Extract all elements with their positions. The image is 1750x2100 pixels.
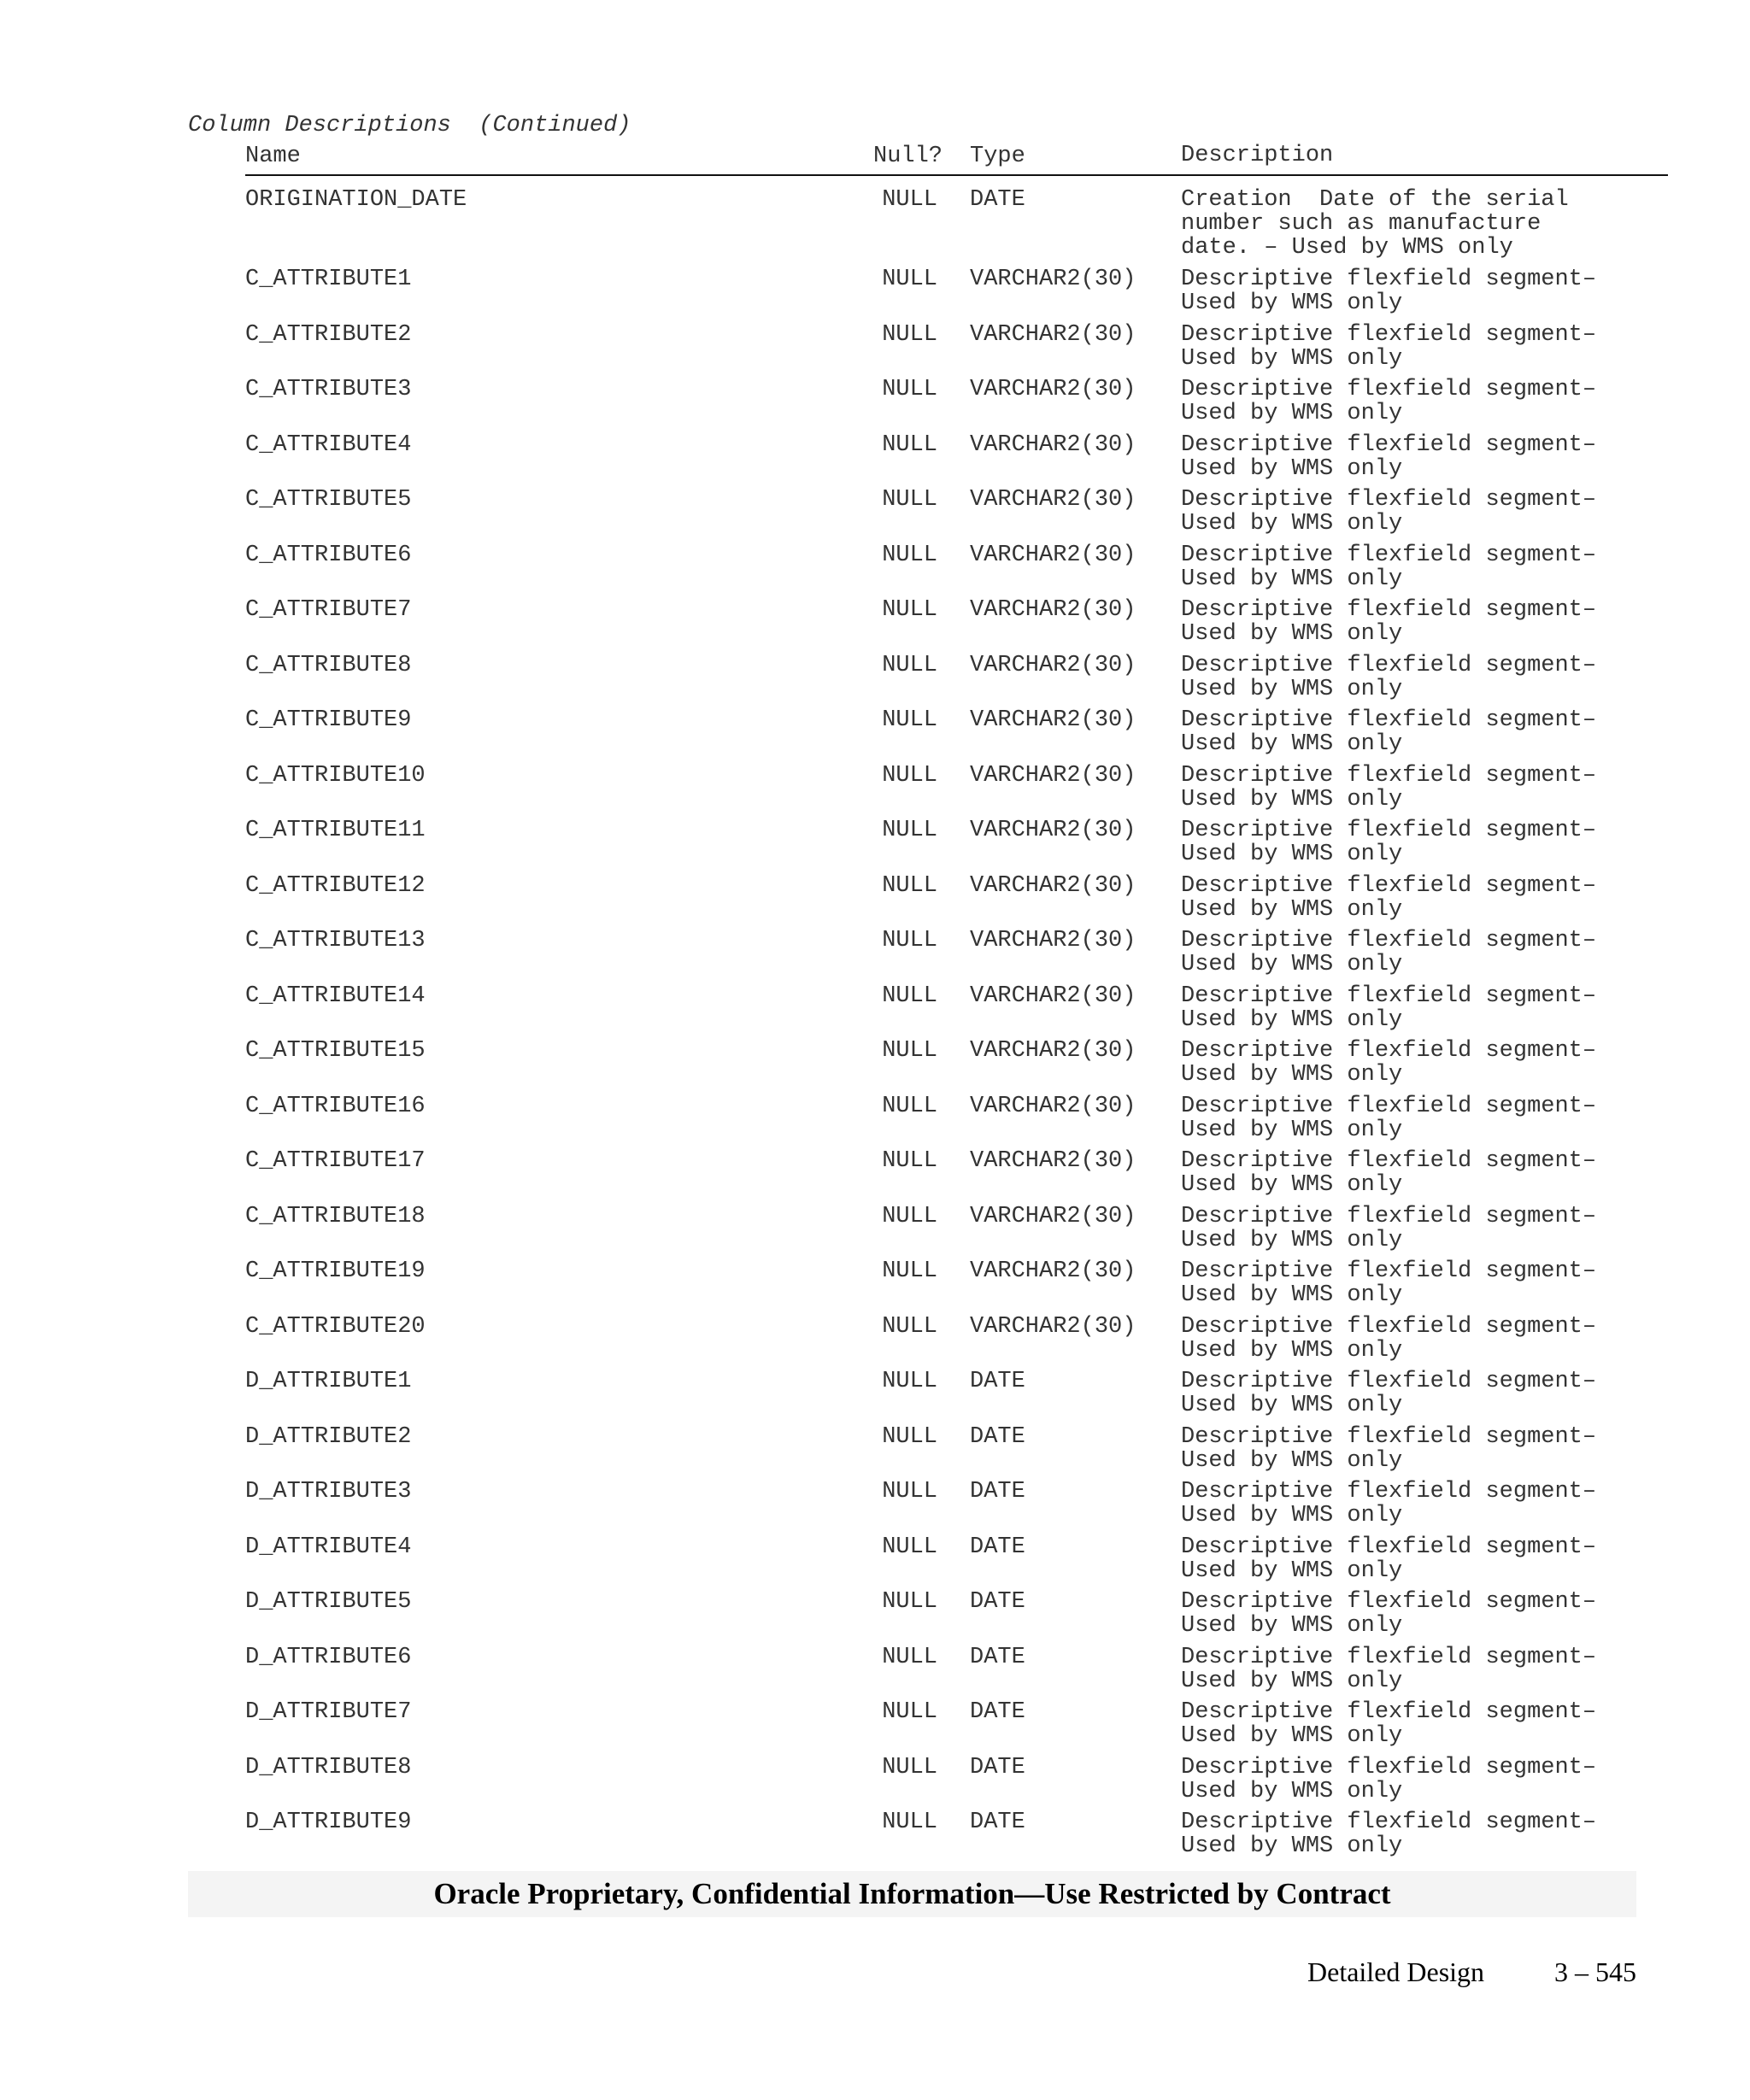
column-name: C_ATTRIBUTE10 <box>245 762 426 789</box>
column-description: Descriptive flexfield segment– Used by WMS only <box>1181 1810 1597 1859</box>
column-type: VARCHAR2(30) <box>970 818 1136 843</box>
confidentiality-banner: Oracle Proprietary, Confidential Information––Use Restricted by Contract <box>188 1871 1636 1917</box>
column-null: NULL <box>882 1148 937 1174</box>
column-description: Descriptive flexfield segment– Used by WMS only <box>1181 542 1597 592</box>
table-row <box>245 1645 1668 1701</box>
column-name: C_ATTRIBUTE7 <box>245 597 412 623</box>
column-type: VARCHAR2(30) <box>970 267 1136 292</box>
header-name: Name <box>245 144 301 169</box>
table-row <box>245 818 1668 874</box>
column-type: DATE <box>970 187 1025 213</box>
column-description: Descriptive flexfield segment– Used by WMS only <box>1181 267 1597 316</box>
column-name: C_ATTRIBUTE14 <box>245 983 426 1009</box>
column-type: DATE <box>970 1754 1025 1780</box>
column-null: NULL <box>882 1038 937 1064</box>
column-description: Descriptive flexfield segment– Used by WMS only <box>1181 1644 1597 1694</box>
column-type: VARCHAR2(30) <box>970 983 1136 1009</box>
column-name: D_ATTRIBUTE5 <box>245 1589 412 1615</box>
column-type: DATE <box>970 1810 1025 1835</box>
footer-section-title: Detailed Design <box>1307 1956 1485 1987</box>
column-null: NULL <box>882 872 937 899</box>
column-type: DATE <box>970 1479 1025 1505</box>
page-number: 3 – 545 <box>1554 1956 1636 1987</box>
column-type: DATE <box>970 1369 1025 1394</box>
column-name: C_ATTRIBUTE20 <box>245 1313 426 1340</box>
column-null: NULL <box>882 652 937 678</box>
column-description: Descriptive flexfield segment– Used by WMS only <box>1181 872 1597 923</box>
column-type: DATE <box>970 1423 1025 1450</box>
column-type: VARCHAR2(30) <box>970 542 1136 568</box>
column-description: Descriptive flexfield segment– Used by WMS only <box>1181 1534 1597 1584</box>
table-row <box>245 488 1668 543</box>
column-null: NULL <box>882 1810 937 1835</box>
column-type: VARCHAR2(30) <box>970 707 1136 733</box>
column-type: VARCHAR2(30) <box>970 377 1136 402</box>
column-name: C_ATTRIBUTE17 <box>245 1148 426 1174</box>
column-null: NULL <box>882 1203 937 1229</box>
column-name: D_ATTRIBUTE8 <box>245 1754 412 1780</box>
column-description: Descriptive flexfield segment– Used by WMS only <box>1181 321 1597 372</box>
table-row <box>245 1039 1668 1094</box>
column-description: Descriptive flexfield segment– Used by WMS only <box>1181 1148 1597 1198</box>
column-type: VARCHAR2(30) <box>970 1038 1136 1064</box>
table-row <box>245 708 1668 764</box>
column-name: C_ATTRIBUTE18 <box>245 1203 426 1229</box>
table-row <box>245 1590 1668 1645</box>
column-description: Descriptive flexfield segment– Used by WMS only <box>1181 1313 1597 1364</box>
column-name: C_ATTRIBUTE16 <box>245 1093 426 1119</box>
column-description: Descriptive flexfield segment– Used by WMS only <box>1181 1699 1597 1749</box>
column-null: NULL <box>882 1093 937 1119</box>
table-row <box>245 267 1668 323</box>
column-type: VARCHAR2(30) <box>970 1093 1136 1119</box>
column-null: NULL <box>882 1754 937 1780</box>
table-body <box>245 188 1668 1866</box>
table-row <box>245 984 1668 1040</box>
column-null: NULL <box>882 597 937 623</box>
table-row <box>245 1094 1668 1150</box>
column-type: DATE <box>970 1534 1025 1560</box>
column-name: C_ATTRIBUTE4 <box>245 431 412 458</box>
table-row <box>245 929 1668 984</box>
column-description: Descriptive flexfield segment– Used by WMS only <box>1181 1589 1597 1639</box>
column-name: C_ATTRIBUTE2 <box>245 321 412 348</box>
column-description: Descriptive flexfield segment– Used by WMS only <box>1181 1754 1597 1804</box>
table-row <box>245 1315 1668 1370</box>
column-type: DATE <box>970 1644 1025 1670</box>
column-type: VARCHAR2(30) <box>970 597 1136 623</box>
section-caption: Column Descriptions (Continued) <box>188 113 631 138</box>
column-name: C_ATTRIBUTE8 <box>245 652 412 678</box>
column-description: Descriptive flexfield segment– Used by WMS only <box>1181 597 1597 647</box>
table-row <box>245 1205 1668 1260</box>
header-type: Type <box>970 144 1025 169</box>
table-row <box>245 1149 1668 1205</box>
column-description: Creation Date of the serial number such as manufacture date. – Used by WMS only <box>1181 187 1569 261</box>
column-name: C_ATTRIBUTE9 <box>245 707 412 733</box>
column-description: Descriptive flexfield segment– Used by WMS only <box>1181 928 1597 977</box>
column-description: Descriptive flexfield segment– Used by WMS only <box>1181 1203 1597 1253</box>
column-description: Descriptive flexfield segment– Used by WMS only <box>1181 1423 1597 1474</box>
column-type: VARCHAR2(30) <box>970 1148 1136 1174</box>
column-null: NULL <box>882 542 937 568</box>
column-null: NULL <box>882 1479 937 1505</box>
column-name: D_ATTRIBUTE7 <box>245 1699 412 1725</box>
column-name: D_ATTRIBUTE3 <box>245 1479 412 1505</box>
column-description: Descriptive flexfield segment– Used by WMS only <box>1181 1479 1597 1528</box>
table-row <box>245 1370 1668 1425</box>
header-description: Description <box>1181 143 1334 168</box>
column-null: NULL <box>882 1534 937 1560</box>
table-row <box>245 1535 1668 1591</box>
column-name: C_ATTRIBUTE11 <box>245 818 426 843</box>
column-null: NULL <box>882 1644 937 1670</box>
column-null: NULL <box>882 1589 937 1615</box>
column-description: Descriptive flexfield segment– Used by WMS only <box>1181 1258 1597 1308</box>
column-type: VARCHAR2(30) <box>970 1203 1136 1229</box>
column-null: NULL <box>882 1699 937 1725</box>
column-name: C_ATTRIBUTE1 <box>245 267 412 292</box>
column-null: NULL <box>882 431 937 458</box>
column-description: Descriptive flexfield segment– Used by WMS only <box>1181 377 1597 426</box>
column-description: Descriptive flexfield segment– Used by WMS only <box>1181 1038 1597 1088</box>
column-name: ORIGINATION_DATE <box>245 187 467 213</box>
column-type: VARCHAR2(30) <box>970 762 1136 789</box>
column-null: NULL <box>882 1369 937 1394</box>
column-descriptions-table <box>245 144 1668 1866</box>
column-null: NULL <box>882 983 937 1009</box>
column-name: D_ATTRIBUTE1 <box>245 1369 412 1394</box>
column-null: NULL <box>882 377 937 402</box>
column-type: VARCHAR2(30) <box>970 1313 1136 1340</box>
column-name: D_ATTRIBUTE9 <box>245 1810 412 1835</box>
column-description: Descriptive flexfield segment– Used by WMS only <box>1181 707 1597 757</box>
column-description: Descriptive flexfield segment– Used by WMS only <box>1181 652 1597 702</box>
column-null: NULL <box>882 1423 937 1450</box>
column-description: Descriptive flexfield segment– Used by WMS only <box>1181 762 1597 812</box>
column-type: VARCHAR2(30) <box>970 928 1136 953</box>
table-header <box>245 144 1668 176</box>
column-type: VARCHAR2(30) <box>970 321 1136 348</box>
column-type: VARCHAR2(30) <box>970 1258 1136 1284</box>
column-name: C_ATTRIBUTE6 <box>245 542 412 568</box>
table-row <box>245 1756 1668 1811</box>
column-type: VARCHAR2(30) <box>970 487 1136 513</box>
column-name: C_ATTRIBUTE13 <box>245 928 426 953</box>
table-row <box>245 874 1668 930</box>
column-null: NULL <box>882 1258 937 1284</box>
table-row <box>245 1425 1668 1481</box>
column-name: C_ATTRIBUTE15 <box>245 1038 426 1064</box>
column-null: NULL <box>882 187 937 213</box>
column-name: C_ATTRIBUTE5 <box>245 487 412 513</box>
table-row <box>245 543 1668 599</box>
table-row <box>245 1259 1668 1315</box>
table-row <box>245 1480 1668 1535</box>
column-description: Descriptive flexfield segment– Used by WMS only <box>1181 983 1597 1033</box>
column-type: VARCHAR2(30) <box>970 431 1136 458</box>
table-row <box>245 433 1668 489</box>
column-null: NULL <box>882 707 937 733</box>
column-null: NULL <box>882 928 937 953</box>
column-null: NULL <box>882 487 937 513</box>
table-row <box>245 764 1668 819</box>
column-description: Descriptive flexfield segment– Used by WMS only <box>1181 1369 1597 1418</box>
column-name: D_ATTRIBUTE4 <box>245 1534 412 1560</box>
table-row <box>245 1810 1668 1866</box>
table-row <box>245 598 1668 654</box>
column-null: NULL <box>882 267 937 292</box>
column-null: NULL <box>882 1313 937 1340</box>
column-description: Descriptive flexfield segment– Used by WMS only <box>1181 487 1597 537</box>
column-name: D_ATTRIBUTE2 <box>245 1423 412 1450</box>
column-description: Descriptive flexfield segment– Used by WMS only <box>1181 1093 1597 1143</box>
column-type: VARCHAR2(30) <box>970 652 1136 678</box>
column-name: C_ATTRIBUTE19 <box>245 1258 426 1284</box>
column-description: Descriptive flexfield segment– Used by WMS only <box>1181 431 1597 482</box>
column-type: DATE <box>970 1589 1025 1615</box>
column-type: VARCHAR2(30) <box>970 872 1136 899</box>
header-null: Null? <box>873 144 943 169</box>
column-null: NULL <box>882 762 937 789</box>
table-row <box>245 654 1668 709</box>
column-name: C_ATTRIBUTE12 <box>245 872 426 899</box>
column-null: NULL <box>882 818 937 843</box>
column-name: D_ATTRIBUTE6 <box>245 1644 412 1670</box>
table-row <box>245 378 1668 433</box>
column-description: Descriptive flexfield segment– Used by WMS only <box>1181 818 1597 867</box>
table-row <box>245 323 1668 378</box>
column-type: DATE <box>970 1699 1025 1725</box>
column-name: C_ATTRIBUTE3 <box>245 377 412 402</box>
table-row <box>245 188 1668 267</box>
table-row <box>245 1700 1668 1756</box>
column-null: NULL <box>882 321 937 348</box>
